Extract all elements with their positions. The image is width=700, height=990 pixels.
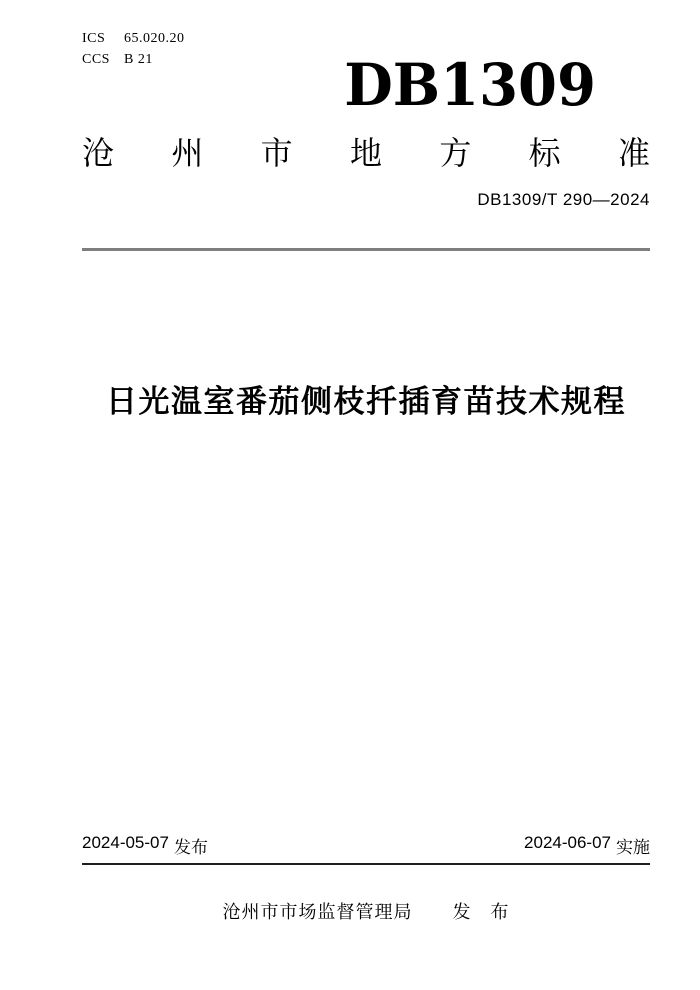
doc-number: DB1309/T 290—2024 [477,190,650,209]
publisher-name: 沧州市市场监督管理局 [222,902,413,922]
standard-name-char: 地 [349,135,382,171]
implementation-date-value: 2024-06-07 [524,833,611,852]
ics-value: 65.020.20 [124,31,185,46]
issue-date-value: 2024-05-07 [82,833,169,852]
ics-code [82,28,185,49]
standard-name-char: 市 [260,135,293,171]
publish-label: 发 布 [452,902,510,922]
issue-date-label: 发布 [173,838,208,857]
standard-name-char: 州 [171,135,204,171]
dates-row [82,833,650,865]
ccs-value: B 21 [124,52,153,67]
implementation-date-label: 实施 [616,838,650,857]
doc-title: 日光温室番茄侧枝扦插育苗技术规程 [106,384,626,419]
implementation-date [524,833,650,858]
classification-codes [82,28,185,70]
standard-name-char: 沧 [82,135,115,171]
standard-name [82,134,650,172]
standard-name-char: 方 [439,135,472,171]
standard-name-char: 准 [617,135,650,171]
divider-rule [82,248,650,251]
ics-label: ICS [82,31,106,46]
ccs-code [82,49,185,70]
ccs-label: CCS [82,52,110,67]
standard-name-char: 标 [528,135,561,171]
db-logo: DB1309 [344,50,596,120]
issue-date [82,833,208,858]
publisher-row [82,898,650,924]
